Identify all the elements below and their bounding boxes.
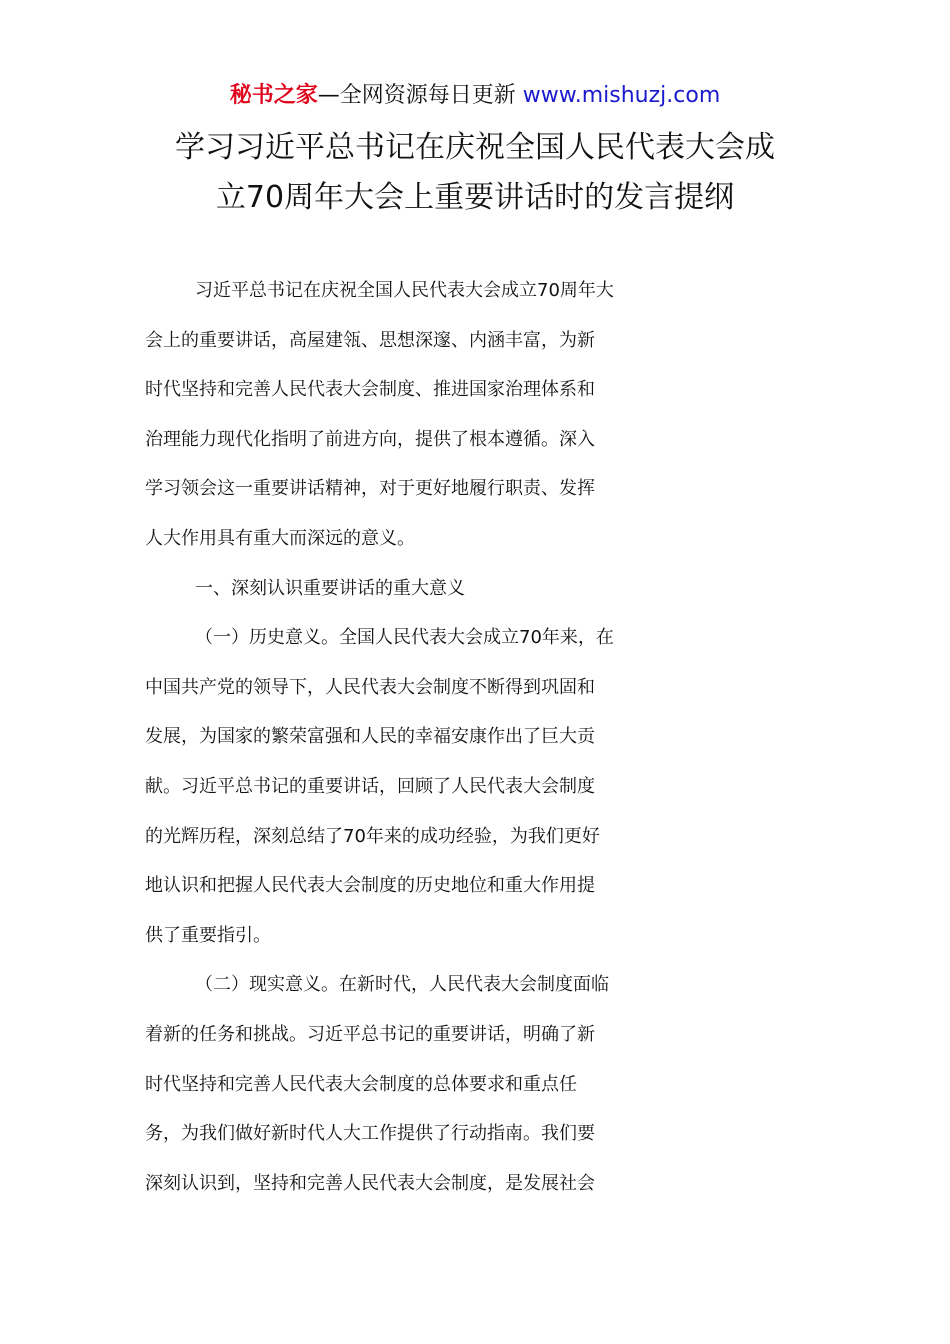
text-line: 学习领会这一重要讲话精神，对于更好地履行职责、发挥 bbox=[145, 478, 595, 500]
text-line: 人大作用具有重大而深远的意义。 bbox=[145, 527, 415, 549]
text-line: 深刻认识到，坚持和完善人民代表大会制度，是发展社会 bbox=[145, 1172, 595, 1194]
paragraph bbox=[145, 613, 809, 960]
text-line: 献。习近平总书记的重要讲话，回顾了人民代表大会制度 bbox=[145, 775, 595, 797]
text-line: （一）历史意义。全国人民代表大会成立70年来，在 bbox=[195, 627, 614, 649]
text-line: 的光辉历程，深刻总结了70年来的成功经验，为我们更好 bbox=[145, 825, 600, 847]
document-title-line-1: 学习习近平总书记在庆祝全国人民代表大会成 bbox=[175, 130, 775, 165]
brand-name: 秘书之家 bbox=[229, 83, 318, 108]
document-body bbox=[145, 266, 809, 1208]
paragraph bbox=[145, 564, 809, 614]
paragraph bbox=[145, 266, 809, 564]
text-line: 发展，为国家的繁荣富强和人民的幸福安康作出了巨大贡 bbox=[145, 726, 595, 748]
document-title-line-2: 立70周年大会上重要讲话时的发言提纲 bbox=[215, 180, 735, 215]
paragraph bbox=[145, 960, 809, 1208]
site-banner bbox=[0, 80, 950, 112]
text-line: 会上的重要讲话，高屋建瓴、思想深邃、内涵丰富，为新 bbox=[145, 329, 595, 351]
text-line: 中国共产党的领导下，人民代表大会制度不断得到巩固和 bbox=[145, 676, 595, 698]
text-line: 习近平总书记在庆祝全国人民代表大会成立70周年大 bbox=[195, 280, 614, 301]
text-line: 时代坚持和完善人民代表大会制度、推进国家治理体系和 bbox=[145, 379, 595, 401]
site-url-link[interactable]: www.mishuzj.com bbox=[522, 83, 721, 108]
text-line: 治理能力现代化指明了前进方向，提供了根本遵循。深入 bbox=[145, 428, 595, 450]
text-line: 一、深刻认识重要讲话的重大意义 bbox=[195, 577, 465, 599]
banner-tagline: —全网资源每日更新 bbox=[317, 83, 516, 108]
text-line: 供了重要指引。 bbox=[145, 924, 271, 946]
text-line: 时代坚持和完善人民代表大会制度的总体要求和重点任 bbox=[145, 1073, 577, 1095]
text-line: （二）现实意义。在新时代，人民代表大会制度面临 bbox=[195, 974, 609, 996]
text-line: 务，为我们做好新时代人大工作提供了行动指南。我们要 bbox=[145, 1123, 595, 1145]
text-line: 着新的任务和挑战。习近平总书记的重要讲话，明确了新 bbox=[145, 1023, 595, 1045]
text-line: 地认识和把握人民代表大会制度的历史地位和重大作用提 bbox=[145, 875, 595, 897]
